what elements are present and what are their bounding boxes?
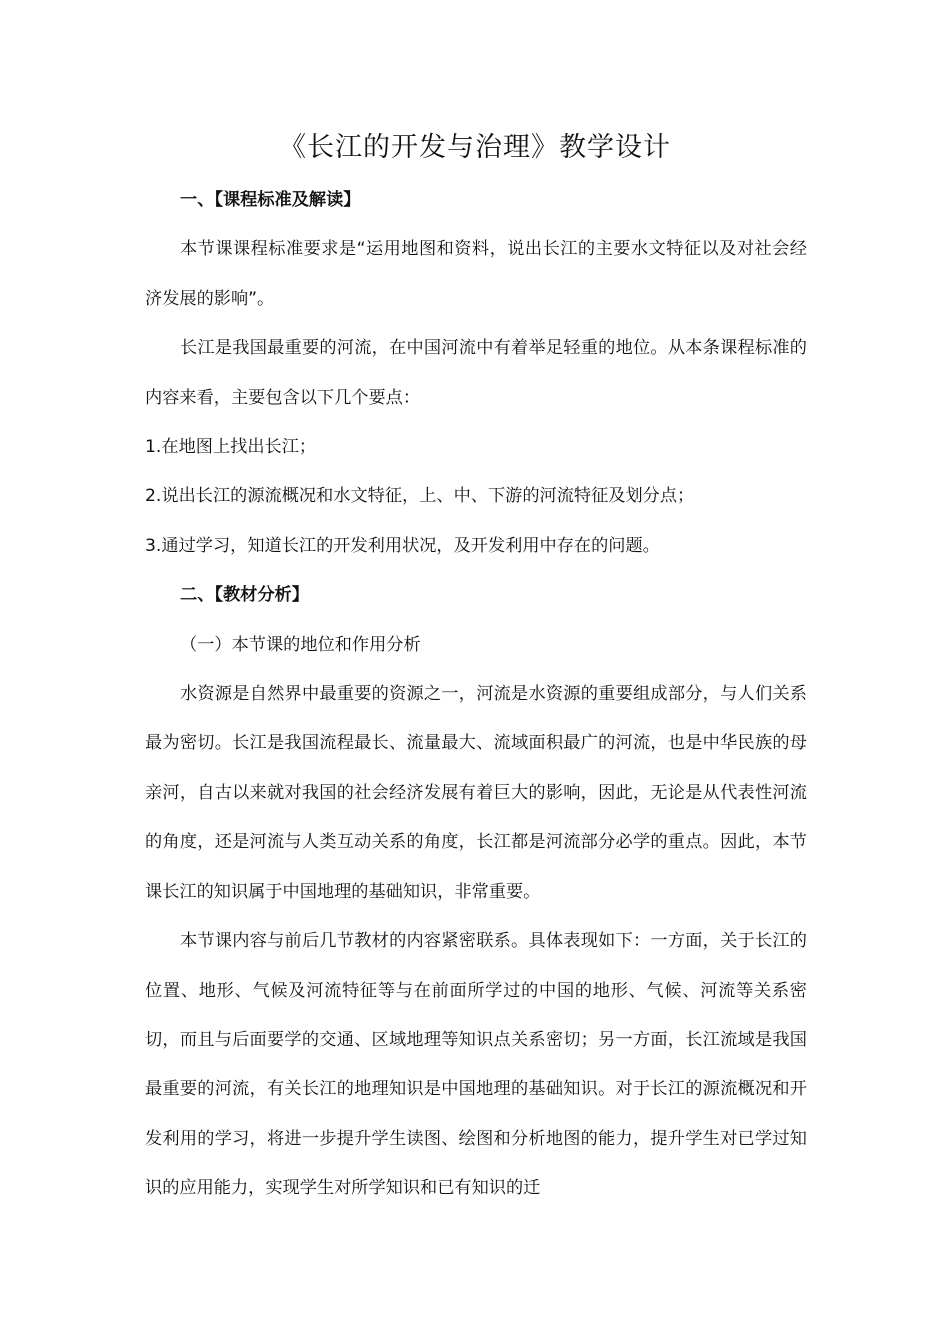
subsection-heading-status-role: （一）本节课的地位和作用分析 <box>180 634 421 655</box>
section-heading-textbook-analysis: 二、【教材分析】 <box>180 585 309 606</box>
list-item-point-3: 3.通过学习，知道长江的开发利用状况，及开发利用中存在的问题。 <box>145 535 660 556</box>
document-title: 《长江的开发与治理》教学设计 <box>279 132 671 163</box>
paragraph-content-connections: 本节课内容与前后几节教材的内容紧密联系。具体表现如下：一方面，关于长江的位置、地形、气候及河流特征等与在前面所学过的中国的地形、气候、河流等关系密切，而且与后面要学的交通、区域地理等知识点关系密切；另一方面，长江流域是我国最重要的河流，有关长江的地理知识是中国地理的基础知识。对于长江的源流概况和开发利用的学习，将进一步提升学生读图、绘图和分析地图的能力，提升学生对已学过知识的应用能力，实现学生对所学知识和已有知识的迁 <box>145 931 807 1199</box>
list-item-point-2: 2.说出长江的源流概况和水文特征，上、中、下游的河流特征及划分点； <box>145 486 695 507</box>
document-body <box>145 176 807 1214</box>
list-item-point-1: 1.在地图上找出长江； <box>145 437 317 458</box>
paragraph-water-resources: 水资源是自然界中最重要的资源之一，河流是水资源的重要组成部分，与人们关系最为密切。长江是我国流程最长、流量最大、流域面积最广的河流，也是中华民族的母亲河，自古以来就对我国的社会经济发展有着巨大的影响，因此，无论是从代表性河流的角度，还是河流与人类互动关系的角度，长江都是河流部分必学的重点。因此，本节课长江的知识属于中国地理的基础知识，非常重要。 <box>145 684 807 902</box>
section-heading-curriculum-standard: 一、【课程标准及解读】 <box>180 190 361 210</box>
paragraph-yangtze-importance: 长江是我国最重要的河流，在中国河流中有着举足轻重的地位。从本条课程标准的内容来看，主要包含以下几个要点： <box>145 338 807 408</box>
paragraph-standard-requirement: 本节课课程标准要求是“运用地图和资料，说出长江的主要水文特征以及对社会经济发展的影响”。 <box>145 239 807 309</box>
